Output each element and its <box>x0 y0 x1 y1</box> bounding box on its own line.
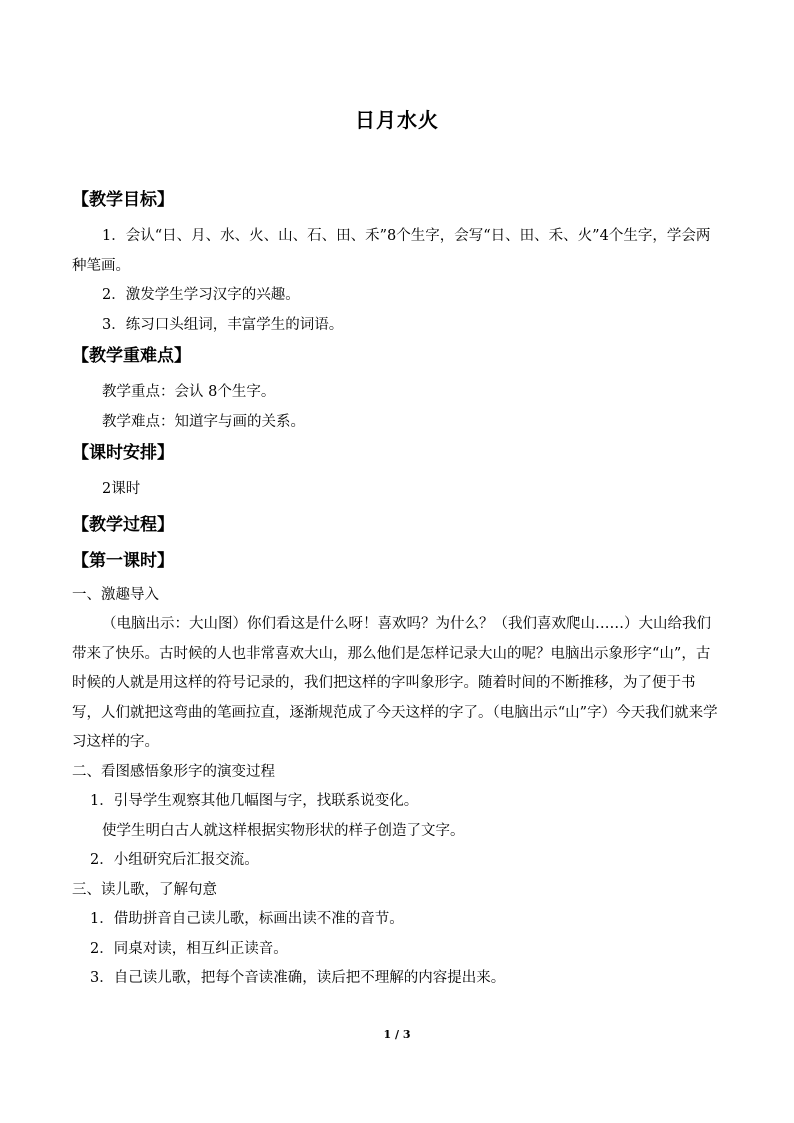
document-title: 日月水火 <box>355 108 439 132</box>
part-3-title: 三、读儿歌，了解句意 <box>72 881 217 898</box>
section-heading-lesson-1: 【第一课时】 <box>72 550 174 571</box>
part-3-item-1: 1．借助拼音自己读儿歌，标画出读不准的音节。 <box>90 911 404 927</box>
section-heading-process: 【教学过程】 <box>72 514 174 535</box>
goal-item-2: 2．激发学生学习汉字的兴趣。 <box>102 287 300 303</box>
goal-item-3: 3．练习口头组词，丰富学生的词语。 <box>102 316 344 333</box>
key-point-text: 教学重点：会认 8个生字。 <box>102 384 276 400</box>
goal-item-1: 1．会认“日、月、水、火、山、石、田、禾”8个生字，会写“日、田、禾、火”4个生字，学会两种笔画。 <box>72 228 711 274</box>
part-3-item-2: 2．同桌对读，相互纠正读音。 <box>90 940 288 957</box>
part-2-item-1: 1．引导学生观察其他几幅图与字，找联系说变化。 <box>90 793 419 809</box>
part-2-item-1-note: 使学生明白古人就这样根据实物形状的样子创造了文字。 <box>102 822 465 839</box>
section-heading-goals: 【教学目标】 <box>72 190 174 210</box>
schedule-text: 2课时 <box>102 481 141 497</box>
section-heading-schedule: 【课时安排】 <box>72 443 174 463</box>
page-indicator: 1 / 3 <box>383 1028 411 1041</box>
part-1-paragraph: （电脑出示：大山图）你们看这是什么呀！喜欢吗？为什么？（我们喜欢爬山……）大山给我们带来了快乐。古时候的人也非常喜欢大山，那么他们是怎样记录大山的呢？电脑出示象形字“山”，古时候的人就是用这样的符号记录的，我们把这样的字叫象形字。随着时间的不断推移，为了便于书写，人们就把这弯曲的笔画拉直，逐渐规范成了今天这样的字了。（电脑出示“山”字）今天我们就来学习这样的字。 <box>72 616 718 750</box>
difficulty-point-text: 教学难点：知道字与画的关系。 <box>102 413 305 430</box>
section-heading-key-points: 【教学重难点】 <box>72 346 191 366</box>
part-1-title: 一、激趣导入 <box>72 586 159 603</box>
part-3-item-3: 3．自己读儿歌，把每个音读准确，读后把不理解的内容提出来。 <box>90 970 506 986</box>
part-2-item-2: 2．小组研究后汇报交流。 <box>90 852 259 868</box>
document-body <box>72 184 722 994</box>
part-2-title: 二、看图感悟象形字的演变过程 <box>72 763 275 780</box>
